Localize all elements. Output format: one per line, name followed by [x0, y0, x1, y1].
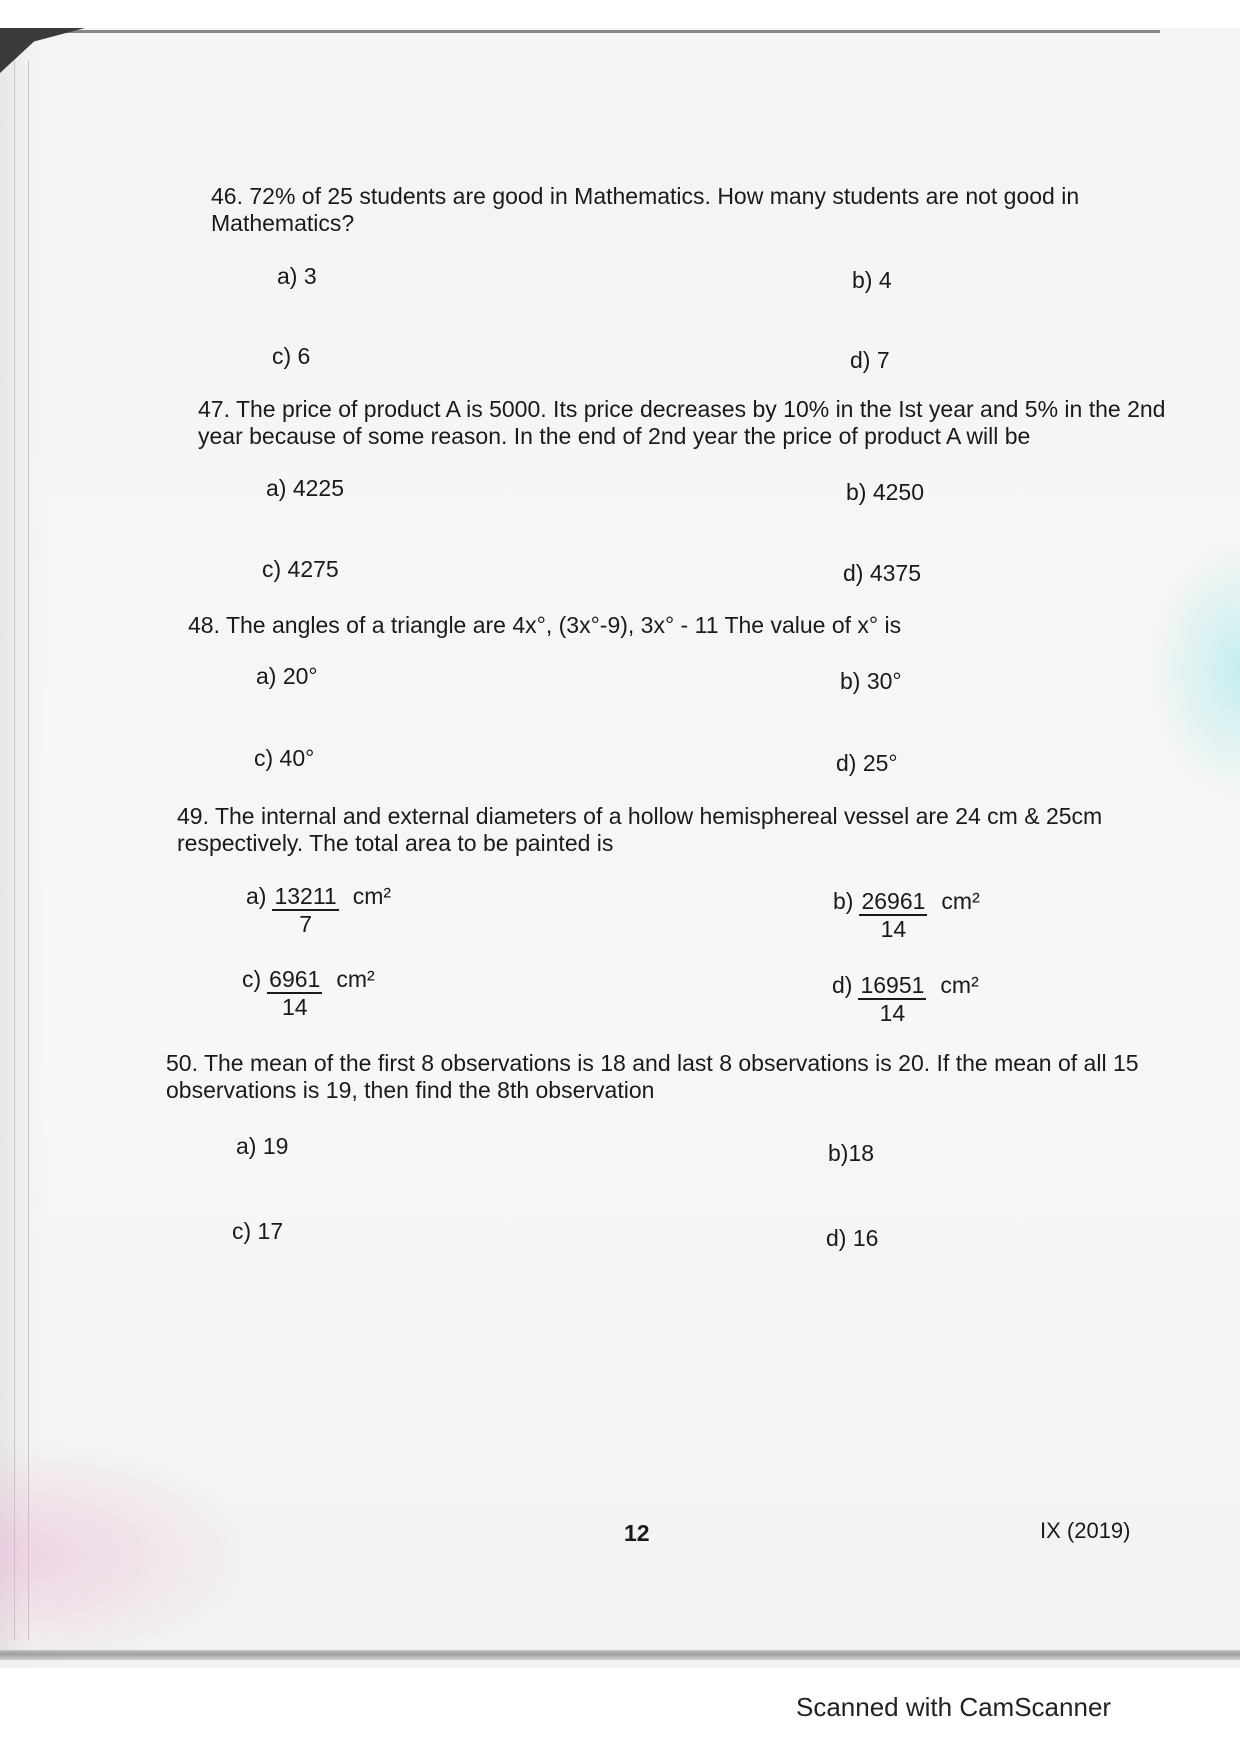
unit: cm²: [940, 972, 979, 998]
question-number: 50.: [166, 1050, 198, 1076]
denominator: 7: [299, 911, 312, 937]
option-prefix: a): [246, 883, 267, 909]
option-prefix: b): [833, 888, 854, 914]
question-text: [188, 612, 1168, 639]
numerator: 16951: [860, 972, 925, 998]
fraction: [859, 888, 927, 942]
question-body: The mean of the first 8 observations is 18 and last 8 observations is 20. If the mean of all 15 observations is 19, then find the 8th observation: [166, 1050, 1139, 1103]
paper-code: IX (2019): [1040, 1518, 1131, 1543]
denominator: 14: [879, 1000, 906, 1026]
option-a: [246, 883, 391, 937]
question-body: The internal and external diameters of a hollow hemisphereal vessel are 24 cm & 25cm respectively. The total area to be painted is: [177, 803, 1103, 856]
page-number: 12: [624, 1520, 650, 1546]
option-a: a) 3: [277, 263, 317, 289]
question-number: 49.: [177, 803, 209, 829]
question-text: [211, 183, 1191, 237]
option-a: a) 20°: [256, 663, 318, 689]
scanner-watermark: [0, 1688, 1240, 1755]
option-c: [242, 966, 375, 1020]
fraction: [272, 883, 338, 937]
question-text: [166, 1050, 1166, 1104]
option-a: a) 4225: [266, 475, 345, 501]
option-b: b) 30°: [840, 668, 902, 694]
unit: cm²: [352, 883, 392, 909]
numerator: 26961: [861, 888, 926, 914]
option-c: c) 6: [272, 343, 311, 369]
question-text: [177, 803, 1187, 857]
option-d: d) 16: [826, 1225, 879, 1251]
option-c: c) 40°: [254, 745, 315, 771]
question-text: [198, 396, 1198, 450]
option-a: a) 19: [236, 1133, 289, 1159]
question-number: 46.: [211, 183, 243, 209]
question-body: The price of product A is 5000. Its price decreases by 10% in the Ist year and 5% in the 2nd year because of some reason. In the end of 2nd year the price of product A will be: [198, 396, 1166, 449]
question-body: The angles of a triangle are 4x°, (3x°-9), 3x° - 11 The value of x° is: [225, 612, 902, 638]
unit: cm²: [336, 966, 375, 992]
denominator: 14: [880, 916, 907, 942]
option-d: d) 7: [850, 347, 890, 373]
denominator: 14: [281, 994, 308, 1020]
numerator: 6961: [269, 966, 321, 992]
option-b: b)18: [828, 1140, 875, 1166]
option-d: [832, 972, 979, 1026]
option-c: c) 4275: [262, 556, 339, 582]
option-c: c) 17: [232, 1218, 284, 1244]
option-b: b) 4250: [846, 479, 925, 505]
numerator: 13211: [274, 883, 337, 909]
option-d: d) 25°: [836, 750, 898, 776]
question-body: 72% of 25 students are good in Mathematics. How many students are not good in Mathematics?: [211, 183, 1080, 236]
fraction: [858, 972, 926, 1026]
option-d: d) 4375: [843, 560, 922, 586]
watermark-text: Scanned with CamScanner: [796, 1692, 1112, 1722]
fraction: [267, 966, 322, 1020]
unit: cm²: [941, 888, 980, 914]
option-b: b) 4: [852, 267, 892, 293]
question-number: 47.: [198, 396, 230, 422]
question-number: 48.: [188, 612, 220, 638]
option-prefix: d): [832, 972, 853, 998]
option-prefix: c): [242, 966, 262, 992]
option-b: [833, 888, 980, 942]
